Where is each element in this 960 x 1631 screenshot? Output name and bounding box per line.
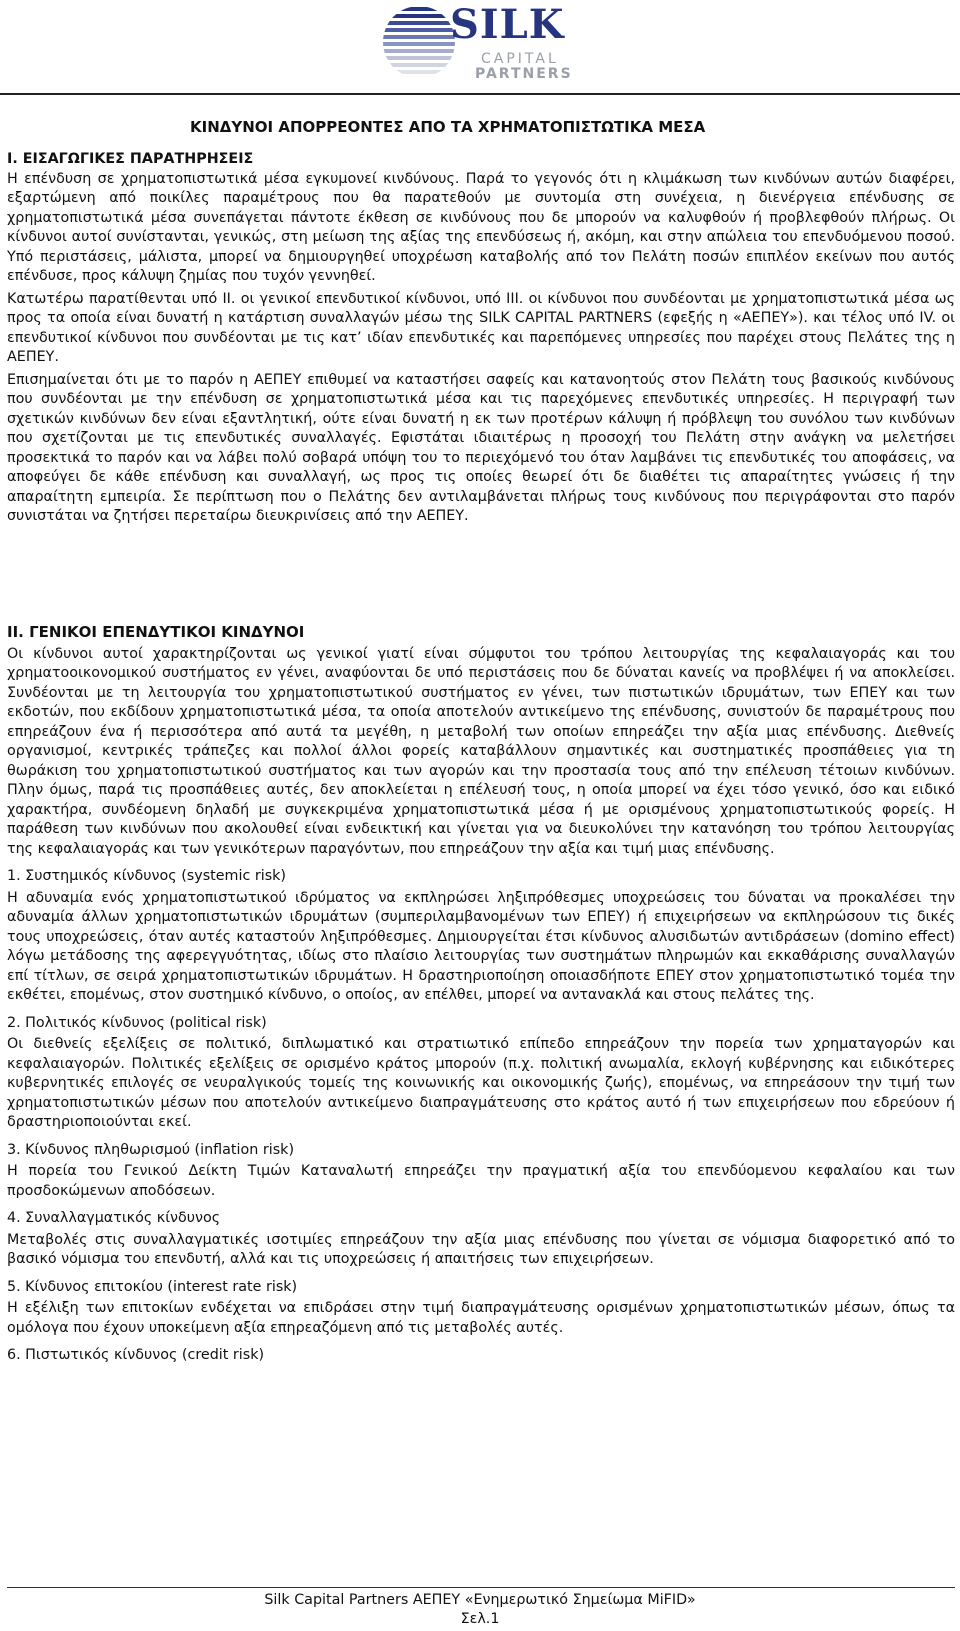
risk-heading-systemic: 1. Συστημικός κίνδυνος (systemic risk) [7, 868, 286, 884]
section-general-risks [7, 623, 955, 1366]
risk-heading-political: 2. Πολιτικός κίνδυνος (political risk) [7, 1014, 267, 1031]
paragraph: Κατωτέρω παρατίθενται υπό ΙΙ. οι γενικοί επενδυτικοί κίνδυνοι, υπό ΙΙΙ. οι κίνδυνοι που συνδέονται με χρηματοπιστωτικά μέσα ως προς τα οποία είναι δυνατή η κατάρτιση συναλλαγών μέσω της SILK CAPITAL PARTNERS (εφεξής η «ΑΕΠΕΥ»). και τέλος υπό IV. οι επενδυτικοί κίνδυνοι που συνδέονται με τις κατ’ ιδίαν επενδυτικές και παρεπόμενες υπηρεσίες που παρέχει στους Πελάτες της η ΑΕΠΕΥ. [7, 290, 955, 365]
logo-brand-text: SILK [450, 1, 565, 48]
section-heading: ΙΙ. ΓΕΝΙΚΟΙ ΕΠΕΝΔΥΤΙΚΟΙ ΚΙΝΔΥΝΟΙ [7, 623, 305, 641]
risk-heading-inflation: 3. Κίνδυνος πληθωρισμού (inflation risk) [7, 1141, 295, 1158]
section-introduction [7, 150, 955, 527]
risk-text-systemic: Η αδυναμία ενός χρηματοπιστωτικού ιδρύματος να εκπληρώσει ληξιπρόθεσμες υποχρεώσεις του δύναται να προκαλέσει την αδυναμία άλλων χρηματοπιστωτικών ιδρυμάτων (συμπεριλαμβανομένων των ΕΠΕΥ) ή επιχειρήσεων να εκπληρώσουν τις δικές τους υποχρεώσεις, όταν αυτές καταστούν ληξιπρόθεσμες. Δημιουργείται έτσι κίνδυνος αλυσιδωτών αντιδράσεων (domino effect) λόγω μετάδοσης της αφερεγγυότητας, ιδίως στο πλαίσιο λειτουργίας των συστημάτων πληρωμών και εκκαθάρισης συναλλαγών επί τίτλων, σε σειρά χρηματοπιστωτικών ιδρυμάτων. Η δραστηριοποίηση οποιασδήποτε ΕΠΕΥ στον χρηματοπιστωτικό τομέα την εκθέτει, επομένως, στον συστημικό κίνδυνο, ο οποίος, αν επέλθει, μπορεί να αντανακλά και στους πελάτες της. [7, 889, 955, 1003]
globe-logo-icon [380, 3, 458, 81]
footer-title: Silk Capital Partners ΑΕΠΕΥ «Ενημερωτικό Σημείωμα MiFID» [264, 1592, 696, 1608]
paragraph: Οι κίνδυνοι αυτοί χαρακτηρίζονται ως γενικοί γιατί είναι σύμφυτοι του τρόπου λειτουργίας της κεφαλαιαγοράς και του χρηματοοικονομικού συστήματος εν γένει, αναφύονται δε υπό περιστάσεις που δε δύναται κανείς να προβλέψει ή να αποκλείσει. Συνδέονται με τη λειτουργία του χρηματοπιστωτικού συστήματος εν γένει, των πιστωτικών ιδρυμάτων, των ΕΠΕΥ και των εκδοτών, που εκδίδουν χρηματοπιστωτικά μέσα, τα οποία αποτελούν αντικείμενο της επένδυσης, συνιστούν δε παραμέτρους που επηρεάζουν ένα ή περισσότερα από αυτά τα μεγέθη, η μεταβολή των οποίων επηρεάζει την αξία μιας επένδυσης. Διεθνείς οργανισμοί, κεντρικές τράπεζες και πολλοί άλλοι φορείς καταβάλλουν σημαντικές και συστηματικές προσπάθειες για τη θωράκιση του χρηματοπιστωτικού συστήματος και των αγορών και την προστασία τους από την επέλευση τέτοιων κινδύνων. Πλην όμως, παρά τις προσπάθειες αυτές, δεν αποκλείεται η επέλευσή τους, η οποία μπορεί να έχει τόσο γενικό, όσο και ειδικό χαρακτήρα, συνδέομενη δηλαδή με συγκεκριμένα χρηματοπιστωτικά μέσα ή με ορισμένους χρηματοπιστωτικούς φορείς. Η παράθεση των κινδύνων που ακολουθεί είναι ενδεικτική και γίνεται για να διευκολύνει την κατανόηση του τρόπου λειτουργίας της κεφαλαιαγοράς και των γενικότερων παραγόντων, που επηρεάζουν την αξία και τιμή μιας επένδυσης. [7, 645, 955, 857]
paragraph: Επισημαίνεται ότι με το παρόν η ΑΕΠΕΥ επιθυμεί να καταστήσει σαφείς και κατανοητούς στον Πελάτη τους βασικούς κινδύνους που συνδέονται με την επένδυση σε χρηματοπιστωτικά μέσα και τις παρεχόμενες επενδυτικές υπηρεσίες. Η περιγραφή των σχετικών κινδύνων δεν είναι εξαντλητική, ούτε είναι δυνατή η εκ των προτέρων κάλυψη ή πρόβλεψη του συνόλου των κινδύνων που σχετίζονται με τις επενδυτικές συναλλαγές. Εφιστάται ιδιαιτέρως η προσοχή του Πελάτη στην ανάγκη να μελετήσει προσεκτικά το παρόν και να λάβει πολύ σοβαρά υπόψη του το περιεχόμενό του όταν λαμβάνει τις επενδυτικές του αποφάσεις, να αποφεύγει δε κάθε επένδυση και συναλλαγή, ως προς τις οποίες θεωρεί ότι δε διαθέτει τις απαραίτητες γνώσεις ή την απαραίτητη εμπειρία. Σε περίπτωση που ο Πελάτης δεν αντιλαμβάνεται πλήρως τους κινδύνους που περιγράφονται στο παρόν συνιστάται να ζητήσει περεταίρω διευκρινίσεις από την ΑΕΠΕΥ. [7, 371, 955, 524]
risk-heading-currency: 4. Συναλλαγματικός κίνδυνος [7, 1210, 221, 1226]
risk-heading-credit: 6. Πιστωτικός κίνδυνος (credit risk) [7, 1347, 265, 1363]
section-heading: Ι. ΕΙΣΑΓΩΓΙΚΕΣ ΠΑΡΑΤΗΡΗΣΕΙΣ [7, 151, 254, 167]
logo-sub-capital: CAPITAL [481, 51, 559, 67]
footer-divider [7, 1587, 955, 1588]
risk-text-interest-rate: Η εξέλιξη των επιτοκίων ενδέχεται να επιδράσει στην τιμή διαπραγμάτευσης ορισμένων χρηματοπιστωτικών μέσων, όπως τα ομόλογα που έχουν υποκείμενη αξία επηρεαζόμενη από τις μεταβολές αυτές. [7, 1300, 955, 1336]
paragraph: Η επένδυση σε χρηματοπιστωτικά μέσα εγκυμονεί κινδύνους. Παρά το γεγονός ότι η κλιμάκωση των κινδύνων αυτών διαφέρει, εξαρτώμενη από ποικίλες παραμέτρους που θα παρατεθούν με συντομία στη συνέχεια, η διενέργεια επένδυσης σε χρηματοπιστωτικά μέσα συνεπάγεται πάντοτε έκθεση σε κινδύνους που δε μπορούν να καλυφθούν ή προβλεφθούν πλήρως. Οι κίνδυνοι αυτοί συνίστανται, γενικώς, στη μείωση της αξίας της επενδύσεως ή, ακόμη, και στην απώλεια του επενδυόμενου ποσού. Υπό περιστάσεις, μάλιστα, μπορεί να δημιουργηθεί υποχρέωση καταβολής από τον Πελάτη ποσών επιπλέον εκείνων που αυτός επένδυσε, προς κάλυψη ζημίας που τυχόν γεννηθεί. [7, 170, 955, 284]
company-logo [380, 3, 585, 81]
risk-heading-interest-rate: 5. Κίνδυνος επιτοκίου (interest rate risk) [7, 1278, 298, 1295]
risk-text-political: Οι διεθνείς εξελίξεις σε πολιτικό, διπλωματικό και στρατιωτικό επίπεδο επηρεάζουν την πορεία των χρηματαγορών και κεφαλαιαγορών. Πολιτικές εξελίξεις σε ορισμένο κράτος μπορούν (π.χ. πολιτική ανωμαλία, εκλογή κυβέρνησης και ειδικότερες κυβερνητικές επιλογές σε νευραλγικούς τομείς της κοινωνικής και οικονομικής ζωής), επομένως, να επηρεάσουν την τιμή των χρηματοπιστωτικών μέσων που αποτελούν αντικείμενο διαπραγμάτευσης στο κράτος αυτό ή των επιχειρήσεων που εδρεύουν ή δραστηριοποιούνται εκεί. [7, 1036, 955, 1130]
risk-text-inflation: Η πορεία του Γενικού Δείκτη Τιμών Καταναλωτή επηρεάζει την πραγματική αξία του επενδύομενου κεφαλαίου και των προσδοκώμενων αποδόσεων. [7, 1163, 955, 1199]
document-title: ΚΙΝΔΥΝΟΙ ΑΠΟΡΡΕΟΝΤΕΣ ΑΠΟ ΤΑ ΧΡΗΜΑΤΟΠΙΣΤΩΤΙΚΑ ΜΕΣΑ [190, 118, 706, 136]
risk-text-currency: Μεταβολές στις συναλλαγματικές ισοτιμίες επηρεάζουν την αξία μιας επένδυσης που γίνεται σε νόμισμα διαφορετικό από το βασικό νόμισμα του επενδυτή, αλλά και τις υποχρεώσεις ή απαιτήσεις των επιχειρήσεων. [7, 1231, 955, 1267]
logo-sub-partners: PARTNERS [475, 66, 573, 82]
page-number: Σελ.1 [460, 1611, 500, 1627]
header-divider [0, 93, 960, 95]
